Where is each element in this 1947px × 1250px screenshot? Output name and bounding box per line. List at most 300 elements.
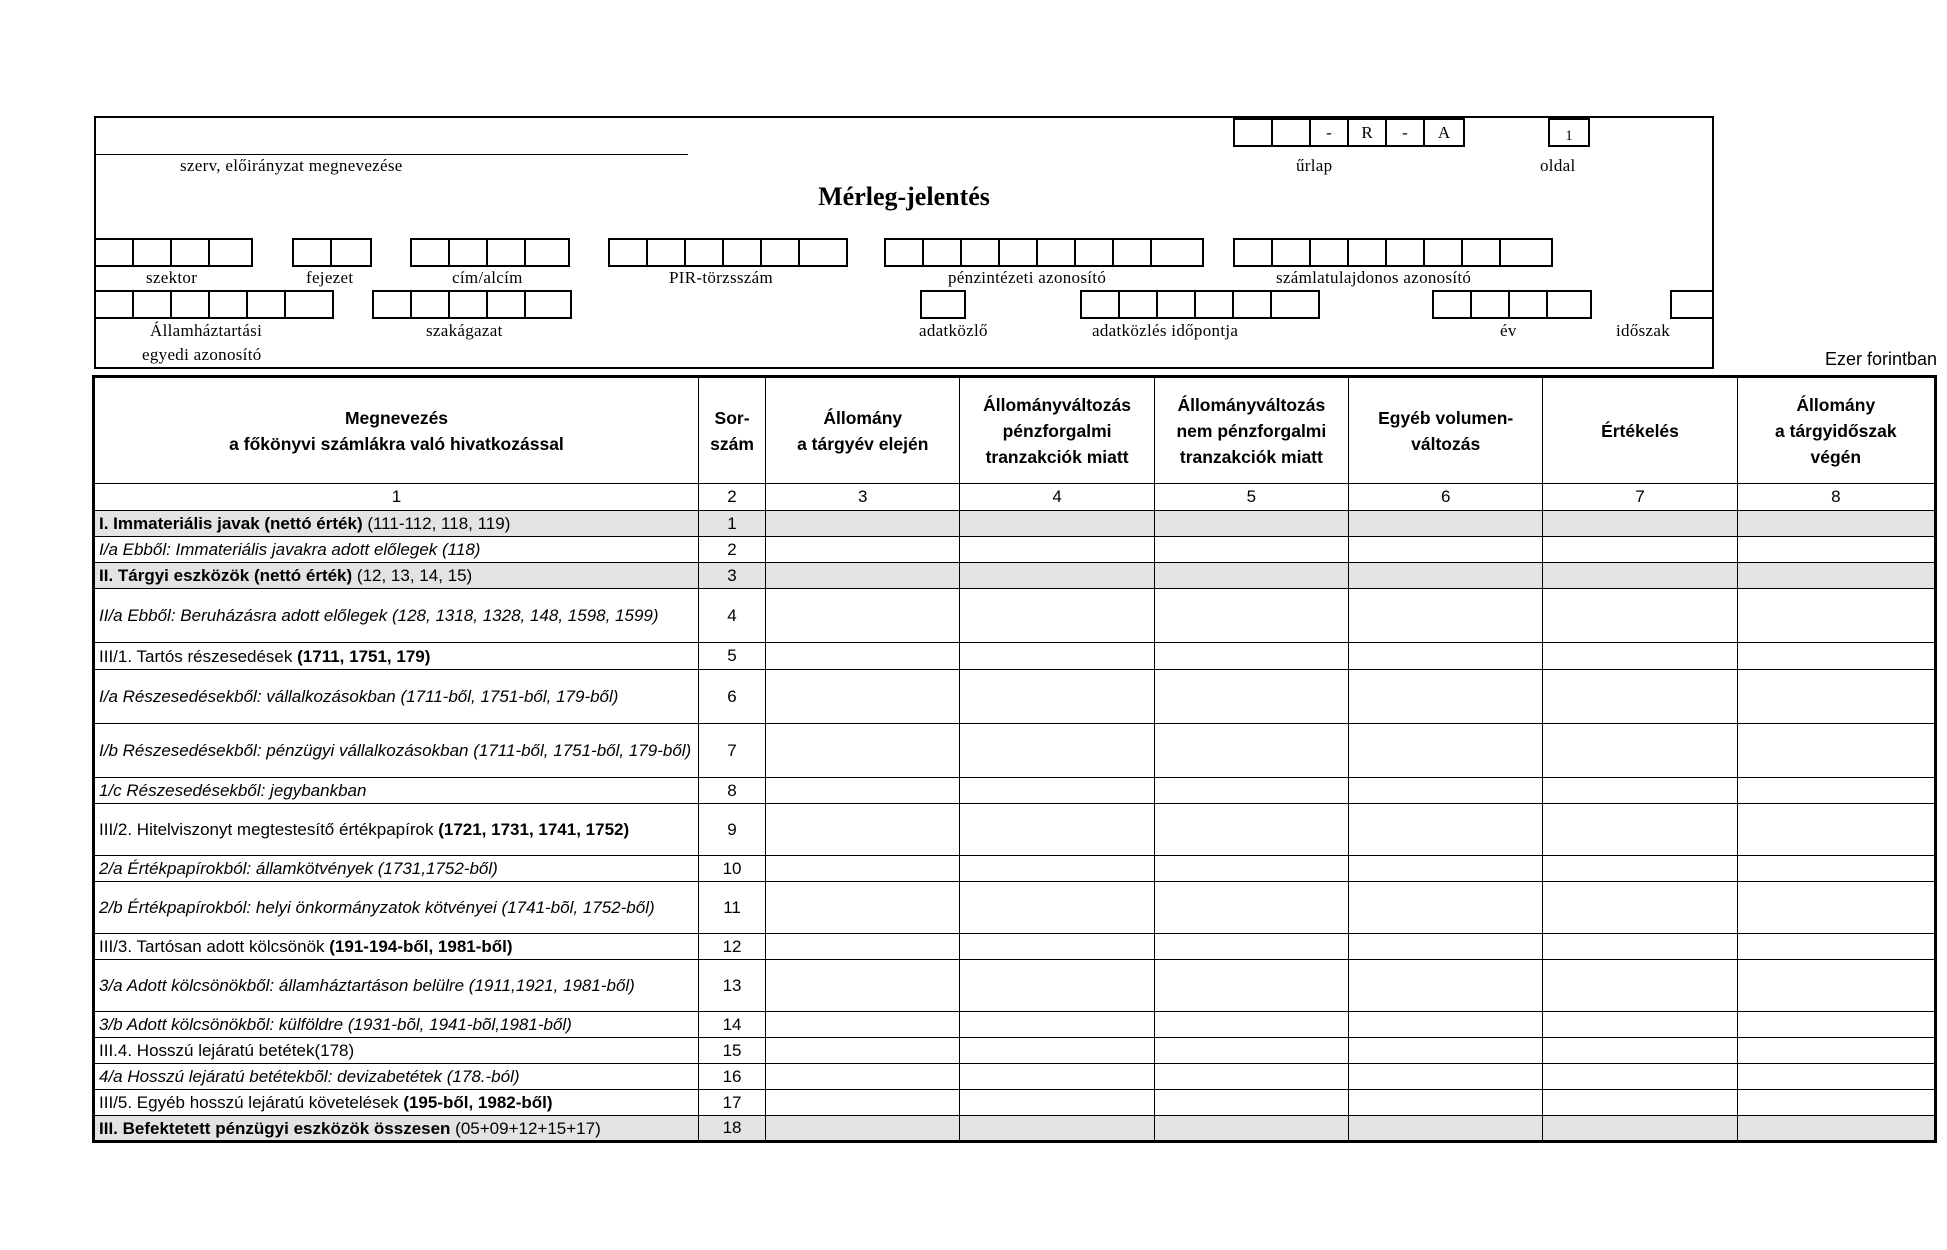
row-label-rest: (05+09+12+15+17): [450, 1118, 601, 1138]
row-label: [94, 1012, 699, 1038]
col-number: 1: [94, 484, 699, 511]
row-number: 14: [698, 1012, 765, 1038]
input-cell[interactable]: [412, 292, 450, 317]
row-label-bold: (1711, 1751, 179): [297, 646, 431, 666]
row-label: [94, 882, 699, 934]
input-cell[interactable]: [648, 240, 686, 265]
value-cell[interactable]: [1154, 1012, 1348, 1038]
value-cell[interactable]: [1349, 1038, 1543, 1064]
input-cell[interactable]: [924, 240, 962, 265]
header-row: [94, 377, 1936, 484]
col-header-cash-change: Állományváltozás pénzforgalmi tranzakciók miatt: [960, 377, 1154, 484]
value-cell[interactable]: [1154, 643, 1348, 670]
value-cell[interactable]: [1737, 1116, 1935, 1142]
page-number-cell[interactable]: 1: [1565, 128, 1573, 144]
input-cell[interactable]: [962, 240, 1000, 265]
value-cell[interactable]: [1349, 724, 1543, 778]
col-header-valuation: Értékelés: [1543, 377, 1737, 484]
value-cell[interactable]: [1154, 778, 1348, 804]
input-cell[interactable]: [1120, 292, 1158, 317]
row-label-bold: (195-ből, 1982-ből): [403, 1093, 553, 1112]
row-number: 1: [698, 511, 765, 537]
row-label-bold: (191-194-ből, 1981-ből): [329, 937, 513, 956]
row-number: 11: [698, 882, 765, 934]
row-label-italic: 4/a Hosszú lejáratú betétekbõl: devizabetétek (178.-ból): [99, 1067, 520, 1086]
input-cell[interactable]: [762, 240, 800, 265]
year-boxes[interactable]: [1432, 290, 1592, 319]
row-label-italic: 3/a Adott kölcsönökből: államháztartáson belülre (1911,1921, 1981-ből): [99, 976, 635, 995]
value-cell[interactable]: [766, 856, 960, 882]
value-cell[interactable]: [1737, 1012, 1935, 1038]
input-cell[interactable]: [1501, 240, 1539, 265]
value-cell[interactable]: [1543, 934, 1737, 960]
input-cell[interactable]: [922, 292, 964, 317]
row-label-italic: 3/b Adott kölcsönökbõl: külföldre (1931-bõl, 1941-bõl,1981-ből): [99, 1015, 572, 1034]
bank-id-boxes[interactable]: [884, 238, 1204, 267]
row-label: [94, 1038, 699, 1064]
value-cell[interactable]: [1737, 856, 1935, 882]
row-number: 15: [698, 1038, 765, 1064]
value-cell[interactable]: [1349, 511, 1543, 537]
table-row: [94, 1064, 1936, 1090]
branch-boxes[interactable]: [372, 290, 572, 319]
value-cell[interactable]: [1349, 643, 1543, 670]
value-cell[interactable]: [1154, 934, 1348, 960]
value-cell[interactable]: [960, 960, 1154, 1012]
input-cell[interactable]: [1434, 292, 1472, 317]
value-cell[interactable]: [1543, 670, 1737, 724]
row-number: 7: [698, 724, 765, 778]
input-cell[interactable]: [286, 292, 324, 317]
col-number: 7: [1543, 484, 1737, 511]
value-cell[interactable]: [1737, 589, 1935, 643]
table-row: [94, 511, 1936, 537]
input-cell[interactable]: [134, 240, 172, 265]
col-header-closing: Állomány a tárgyidőszak végén: [1737, 377, 1935, 484]
value-cell[interactable]: [766, 1012, 960, 1038]
row-label: [94, 960, 699, 1012]
row-number: 10: [698, 856, 765, 882]
input-cell[interactable]: [1196, 292, 1234, 317]
value-cell[interactable]: [1349, 882, 1543, 934]
report-date-boxes[interactable]: [1080, 290, 1320, 319]
row-label-italic: II/a Ebből: Beruházásra adott előlegek (128, 1318, 1328, 148, 1598, 1599): [99, 606, 659, 625]
input-cell[interactable]: [1672, 292, 1712, 317]
row-label: [94, 778, 699, 804]
col-number: 5: [1154, 484, 1348, 511]
bank-id-label: pénzintézeti azonosító: [948, 268, 1107, 287]
value-cell[interactable]: [1154, 960, 1348, 1012]
value-cell[interactable]: [1154, 563, 1348, 589]
sector-boxes[interactable]: [94, 238, 253, 267]
row-label: [94, 804, 699, 856]
chapter-boxes[interactable]: [292, 238, 372, 267]
row-number: 4: [698, 589, 765, 643]
form-label: űrlap: [1296, 156, 1333, 175]
value-cell[interactable]: [766, 589, 960, 643]
pir-boxes[interactable]: [608, 238, 848, 267]
row-number: 9: [698, 804, 765, 856]
value-cell[interactable]: [1737, 1038, 1935, 1064]
col-header-other-volume: Egyéb volumen- változás: [1349, 377, 1543, 484]
form-code-cell: -: [1311, 120, 1349, 145]
row-number: 6: [698, 670, 765, 724]
table-row: [94, 537, 1936, 563]
value-cell[interactable]: [1154, 1064, 1348, 1090]
row-label: [94, 589, 699, 643]
value-cell[interactable]: [766, 643, 960, 670]
row-label: [94, 511, 699, 537]
row-label-plain: III/5. Egyéb hosszú lejáratú követelések: [99, 1093, 404, 1112]
value-cell[interactable]: [1154, 856, 1348, 882]
value-cell[interactable]: [1349, 856, 1543, 882]
row-label-italic: 2/b Értékpapírokból: helyi önkormányzatok kötvényei (1741-bõl, 1752-ből): [99, 898, 655, 917]
table-row: [94, 804, 1936, 856]
value-cell[interactable]: [1737, 643, 1935, 670]
row-label-bold: III. Befektetett pénzügyi eszközök összesen: [99, 1118, 451, 1138]
row-label: [94, 1090, 699, 1116]
input-cell[interactable]: [172, 292, 210, 317]
row-label: [94, 1116, 699, 1142]
col-header-name: Megnevezés a főkönyvi számlákra való hivatkozással: [94, 377, 699, 484]
account-holder-boxes[interactable]: [1233, 238, 1553, 267]
value-cell[interactable]: [1737, 1064, 1935, 1090]
value-cell[interactable]: [1154, 537, 1348, 563]
input-cell[interactable]: [210, 292, 248, 317]
input-cell[interactable]: [172, 240, 210, 265]
table-body: [94, 511, 1936, 1142]
value-cell[interactable]: [1737, 537, 1935, 563]
public-id-label-2: egyedi azonosító: [142, 345, 262, 364]
value-cell[interactable]: [960, 537, 1154, 563]
row-label-plain: III.4. Hosszú lejáratú betétek(178): [99, 1041, 355, 1060]
org-name-line: [96, 154, 688, 155]
value-cell[interactable]: [960, 1064, 1154, 1090]
input-cell[interactable]: [1425, 240, 1463, 265]
value-cell[interactable]: [1737, 960, 1935, 1012]
form-code-cell[interactable]: [1235, 120, 1273, 145]
row-number: 16: [698, 1064, 765, 1090]
table-row: [94, 589, 1936, 643]
value-cell[interactable]: [1543, 856, 1737, 882]
input-cell[interactable]: [294, 240, 332, 265]
value-cell[interactable]: [1349, 804, 1543, 856]
input-cell[interactable]: [610, 240, 648, 265]
column-number-row: [94, 484, 1936, 511]
value-cell[interactable]: [960, 511, 1154, 537]
value-cell[interactable]: [960, 563, 1154, 589]
table-row: [94, 643, 1936, 670]
value-cell[interactable]: [1543, 643, 1737, 670]
value-cell[interactable]: [1349, 589, 1543, 643]
value-cell[interactable]: [766, 537, 960, 563]
form-code-cell: A: [1437, 123, 1451, 142]
value-cell[interactable]: [1349, 1012, 1543, 1038]
value-cell[interactable]: [1543, 511, 1737, 537]
row-label-plain: III/3. Tartósan adott kölcsönök: [99, 937, 330, 956]
table-row: [94, 1038, 1936, 1064]
value-cell[interactable]: [1543, 724, 1737, 778]
value-cell[interactable]: [1154, 882, 1348, 934]
table-row: [94, 1012, 1936, 1038]
value-cell[interactable]: [1737, 563, 1935, 589]
value-cell[interactable]: [1543, 882, 1737, 934]
sector-label: szektor: [146, 268, 198, 287]
value-cell[interactable]: [1349, 778, 1543, 804]
input-cell[interactable]: [412, 240, 450, 265]
input-cell[interactable]: [1038, 240, 1076, 265]
input-cell[interactable]: [96, 240, 134, 265]
input-cell[interactable]: [526, 292, 564, 317]
form-header: [94, 116, 1714, 369]
value-cell[interactable]: [1737, 1090, 1935, 1116]
value-cell[interactable]: [766, 882, 960, 934]
input-cell[interactable]: [488, 240, 526, 265]
value-cell[interactable]: [1349, 960, 1543, 1012]
form-code-cell[interactable]: [1273, 120, 1311, 145]
row-number: 13: [698, 960, 765, 1012]
value-cell[interactable]: [1154, 1090, 1348, 1116]
title-subtitle-label: cím/alcím: [452, 268, 523, 287]
input-cell[interactable]: [1076, 240, 1114, 265]
value-cell[interactable]: [1543, 1090, 1737, 1116]
branch-label: szakágazat: [426, 321, 503, 340]
period-box[interactable]: [1670, 290, 1714, 319]
value-cell[interactable]: [960, 804, 1154, 856]
pir-label: PIR-törzsszám: [669, 268, 773, 287]
col-number: 4: [960, 484, 1154, 511]
table-row: [94, 934, 1936, 960]
row-label: [94, 724, 699, 778]
row-label: [94, 934, 699, 960]
page-label: oldal: [1540, 156, 1576, 175]
table-row: [94, 778, 1936, 804]
value-cell[interactable]: [1737, 804, 1935, 856]
value-cell[interactable]: [1154, 804, 1348, 856]
value-cell[interactable]: [1737, 670, 1935, 724]
value-cell[interactable]: [1154, 1038, 1348, 1064]
org-name-label: szerv, előirányzat megnevezése: [180, 156, 403, 175]
reporter-label: adatközlő: [919, 321, 988, 340]
input-cell[interactable]: [1152, 240, 1190, 265]
row-label: [94, 537, 699, 563]
value-cell[interactable]: [766, 1038, 960, 1064]
table-row: [94, 960, 1936, 1012]
value-cell[interactable]: [1737, 882, 1935, 934]
row-label: [94, 856, 699, 882]
input-cell[interactable]: [374, 292, 412, 317]
value-cell[interactable]: [960, 1090, 1154, 1116]
input-cell[interactable]: [1272, 292, 1310, 317]
value-cell[interactable]: [960, 724, 1154, 778]
table-row: [94, 856, 1936, 882]
value-cell[interactable]: [1543, 1038, 1737, 1064]
input-cell[interactable]: [686, 240, 724, 265]
value-cell[interactable]: [1543, 778, 1737, 804]
balance-table: [92, 375, 1937, 1143]
value-cell[interactable]: [1543, 563, 1737, 589]
input-cell[interactable]: [1273, 240, 1311, 265]
value-cell[interactable]: [1349, 563, 1543, 589]
col-number: 8: [1737, 484, 1935, 511]
value-cell[interactable]: [766, 724, 960, 778]
row-label-bold: II. Tárgyi eszközök (nettó érték): [99, 566, 353, 585]
col-header-opening: Állomány a tárgyév elején: [766, 377, 960, 484]
row-label-italic: 2/a Értékpapírokból: államkötvények (1731,1752-ből): [99, 859, 498, 878]
input-cell[interactable]: [886, 240, 924, 265]
input-cell[interactable]: [1082, 292, 1120, 317]
value-cell[interactable]: [1154, 589, 1348, 643]
col-header-rownum: Sor- szám: [698, 377, 765, 484]
value-cell[interactable]: [1349, 1116, 1543, 1142]
row-label-plain: III/1. Tartós részesedések: [99, 646, 298, 666]
table-row: [94, 1090, 1936, 1116]
table-row: [94, 1116, 1936, 1142]
row-label: [94, 563, 699, 589]
value-cell[interactable]: [766, 563, 960, 589]
input-cell[interactable]: [724, 240, 762, 265]
value-cell[interactable]: [1543, 804, 1737, 856]
value-cell[interactable]: [960, 1038, 1154, 1064]
value-cell[interactable]: [960, 643, 1154, 670]
value-cell[interactable]: [960, 934, 1154, 960]
report-date-label: adatközlés időpontja: [1092, 321, 1239, 340]
row-label-italic: I/b Részesedésekből: pénzügyi vállalkozásokban (1711-ből, 1751-ből, 179-ből): [99, 741, 692, 760]
value-cell[interactable]: [766, 778, 960, 804]
value-cell[interactable]: [766, 511, 960, 537]
chapter-label: fejezet: [306, 268, 354, 287]
value-cell[interactable]: [766, 1064, 960, 1090]
col-header-noncash-change: Állományváltozás nem pénzforgalmi tranzakciók miatt: [1154, 377, 1348, 484]
row-label-bold: I. Immateriális javak (nettó érték): [99, 514, 363, 533]
table-row: [94, 670, 1936, 724]
input-cell[interactable]: [96, 292, 134, 317]
value-cell[interactable]: [766, 804, 960, 856]
period-label: időszak: [1616, 321, 1671, 340]
page-number-box[interactable]: [1548, 118, 1590, 147]
value-cell[interactable]: [1737, 778, 1935, 804]
row-label-italic: I/a Ebből: Immateriális javakra adott előlegek (118): [99, 540, 481, 559]
input-cell[interactable]: [800, 240, 838, 265]
table-row: [94, 563, 1936, 589]
value-cell[interactable]: [1737, 511, 1935, 537]
page-title: Mérleg-jelentés: [818, 182, 990, 211]
value-cell[interactable]: [960, 778, 1154, 804]
table-row: [94, 724, 1936, 778]
value-cell[interactable]: [1349, 934, 1543, 960]
row-number: 5: [698, 643, 765, 670]
input-cell[interactable]: [1311, 240, 1349, 265]
row-label-bold: (1721, 1731, 1741, 1752): [438, 820, 630, 839]
form-code-cell: R: [1349, 120, 1387, 145]
input-cell[interactable]: [1463, 240, 1501, 265]
value-cell[interactable]: [1154, 1116, 1348, 1142]
value-cell[interactable]: [1543, 1064, 1737, 1090]
row-label-plain: III/2. Hitelviszonyt megtestesítő értékpapírok: [99, 820, 439, 839]
input-cell[interactable]: [1235, 240, 1273, 265]
value-cell[interactable]: [960, 670, 1154, 724]
row-number: 18: [698, 1116, 765, 1142]
input-cell[interactable]: [488, 292, 526, 317]
col-number: 3: [766, 484, 960, 511]
value-cell[interactable]: [766, 670, 960, 724]
value-cell[interactable]: [1154, 724, 1348, 778]
input-cell[interactable]: [1158, 292, 1196, 317]
row-number: 2: [698, 537, 765, 563]
value-cell[interactable]: [1543, 1116, 1737, 1142]
value-cell[interactable]: [766, 1090, 960, 1116]
input-cell[interactable]: [1349, 240, 1387, 265]
value-cell[interactable]: [1543, 537, 1737, 563]
value-cell[interactable]: [1349, 537, 1543, 563]
value-cell[interactable]: [960, 856, 1154, 882]
value-cell[interactable]: [1154, 511, 1348, 537]
value-cell[interactable]: [1543, 960, 1737, 1012]
input-cell[interactable]: [450, 292, 488, 317]
col-number: 6: [1349, 484, 1543, 511]
input-cell[interactable]: [1510, 292, 1548, 317]
input-cell[interactable]: [450, 240, 488, 265]
value-cell[interactable]: [1737, 934, 1935, 960]
form-code-cell: -: [1387, 120, 1425, 145]
table-row: [94, 882, 1936, 934]
value-cell[interactable]: [960, 882, 1154, 934]
value-cell[interactable]: [1543, 1012, 1737, 1038]
row-label-rest: (111-112, 118, 119): [362, 514, 511, 533]
input-cell[interactable]: [526, 240, 564, 265]
public-id-label: Államháztartási: [150, 321, 263, 340]
row-label: [94, 643, 699, 670]
form-code-boxes[interactable]: [1233, 118, 1465, 147]
account-holder-label: számlatulajdonos azonosító: [1276, 268, 1472, 287]
input-cell[interactable]: [1548, 292, 1586, 317]
value-cell[interactable]: [1349, 670, 1543, 724]
title-subtitle-boxes[interactable]: [410, 238, 570, 267]
value-cell[interactable]: [766, 1116, 960, 1142]
row-number: 17: [698, 1090, 765, 1116]
reporter-box[interactable]: [920, 290, 966, 319]
value-cell[interactable]: [1349, 1090, 1543, 1116]
row-number: 8: [698, 778, 765, 804]
row-number: 12: [698, 934, 765, 960]
input-cell[interactable]: [1234, 292, 1272, 317]
unit-label: Ezer forintban: [1824, 349, 1937, 369]
year-label: év: [1500, 321, 1517, 340]
public-id-boxes[interactable]: [94, 290, 334, 319]
value-cell[interactable]: [1349, 1064, 1543, 1090]
value-cell[interactable]: [766, 960, 960, 1012]
input-cell[interactable]: [248, 292, 286, 317]
row-label-italic: 1/c Részesedésekből: jegybankban: [99, 781, 367, 800]
col-number: 2: [698, 484, 765, 511]
input-cell[interactable]: [1114, 240, 1152, 265]
input-cell[interactable]: [134, 292, 172, 317]
value-cell[interactable]: [1543, 589, 1737, 643]
value-cell[interactable]: [1154, 670, 1348, 724]
input-cell[interactable]: [1387, 240, 1425, 265]
value-cell[interactable]: [1737, 724, 1935, 778]
value-cell[interactable]: [960, 589, 1154, 643]
row-label-rest: (12, 13, 14, 15): [352, 566, 473, 585]
input-cell[interactable]: [332, 240, 370, 265]
input-cell[interactable]: [1472, 292, 1510, 317]
input-cell[interactable]: [210, 240, 248, 265]
input-cell[interactable]: [1000, 240, 1038, 265]
value-cell[interactable]: [766, 934, 960, 960]
value-cell[interactable]: [960, 1116, 1154, 1142]
value-cell[interactable]: [960, 1012, 1154, 1038]
row-number: 3: [698, 563, 765, 589]
